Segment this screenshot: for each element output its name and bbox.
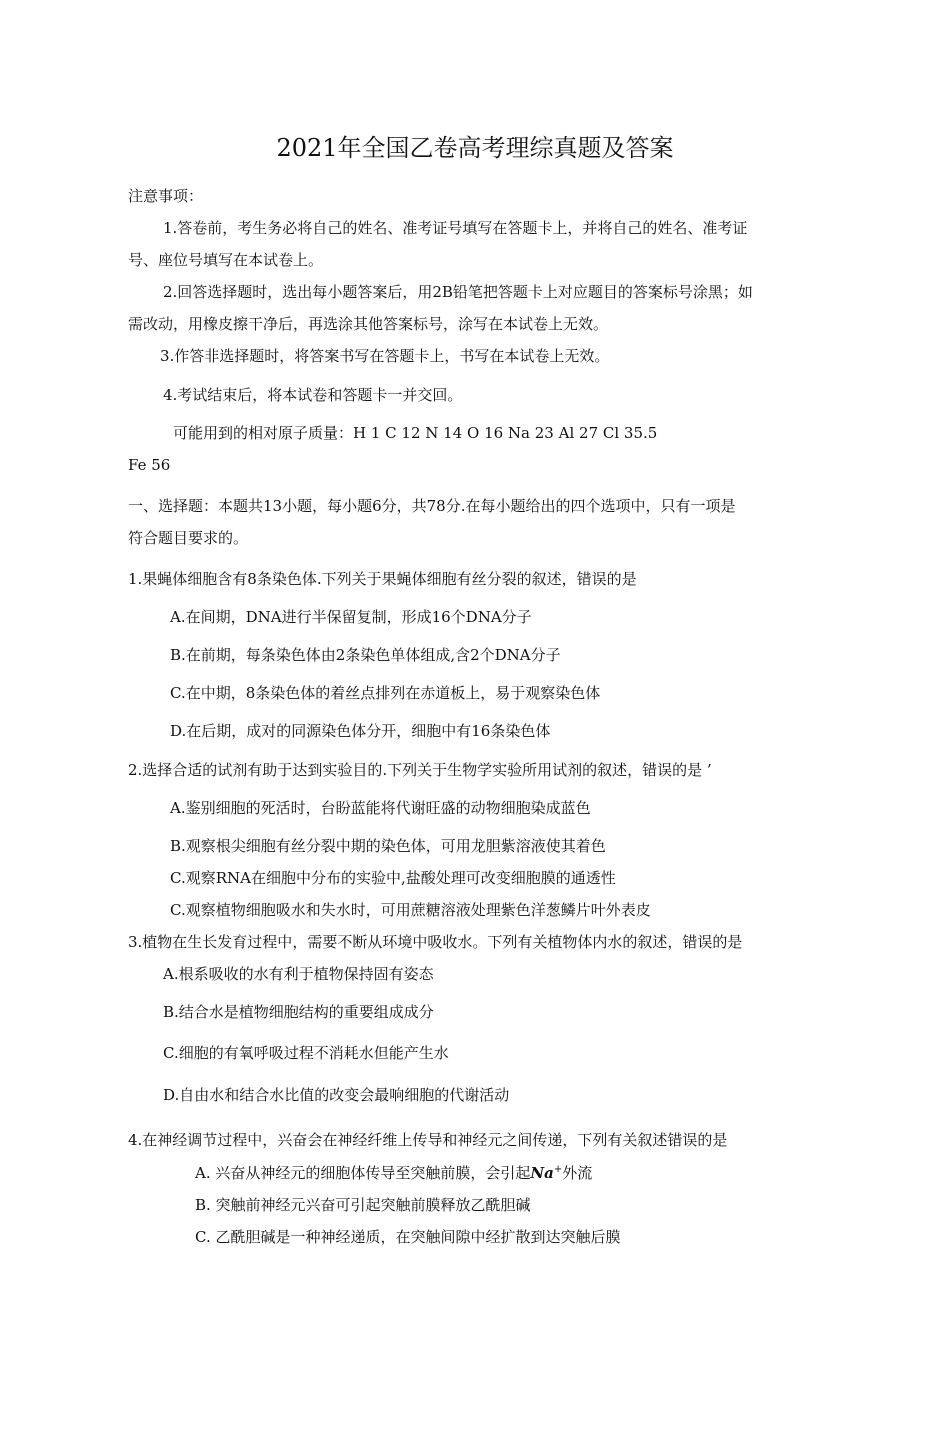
question-1-option-b: B.在前期，每条染色体由2条染色单体组成,含2个DNA分子 [170,646,561,664]
notice-item-2-line-2: 需改动，用橡皮擦干净后，再选涂其他答案标号，涂写在本试卷上无效。 [128,315,609,333]
section-1-heading-line-2: 符合题目要求的。 [128,529,249,547]
question-4-stem: 4.在神经调节过程中，兴奋会在神经纤维上传导和神经元之间传递，下列有关叙述错误的是 [128,1131,728,1149]
section-1-heading-line-1: 一、选择题：本题共13小题，每小题6分，共78分.在每小题给出的四个选项中，只有一项是 [128,497,736,515]
sodium-ion-symbol: Na [530,1164,554,1182]
notice-item-1-line-2: 号、座位号填写在本试卷上。 [128,251,324,269]
ion-charge: + [553,1164,563,1175]
question-4-option-b: B. 突触前神经元兴奋可引起突触前膜释放乙酰胆碱 [195,1196,531,1214]
question-1-option-d: D.在后期，成对的同源染色体分开，细胞中有16条染色体 [170,722,551,740]
notice-item-2-line-1: 2.回答选择题时，选出每小题答案后，用2B铅笔把答题卡上对应题目的答案标号涂黑；如 [163,283,753,301]
question-2-option-a: A.鉴别细胞的死活时，台盼蓝能将代谢旺盛的动物细胞染成蓝色 [170,799,591,817]
question-4-option-a-suffix: 外流 [562,1164,593,1182]
atomic-masses-line-2: Fe 56 [128,456,171,474]
question-4-option-a-text: A. 兴奋从神经元的细胞体传导至突触前膜，会引起 [195,1164,531,1182]
question-1-option-a: A.在间期，DNA进行半保留复制，形成16个DNA分子 [170,608,532,626]
page-title: 2021年全国乙卷高考理综真题及答案 [276,134,674,162]
question-2-option-b: B.观察根尖细胞有丝分裂中期的染色体，可用龙胆紫溶液使其着色 [170,837,606,855]
notice-item-4: 4.考试结束后，将本试卷和答题卡一并交回。 [163,386,463,404]
question-1-option-c: C.在中期，8条染色体的着丝点排列在赤道板上，易于观察染色体 [170,684,601,702]
question-3-option-d: D.自由水和结合水比值的改变会最响细胞的代谢活动 [163,1086,510,1104]
atomic-masses-line-1: 可能用到的相对原子质量：H 1 C 12 N 14 O 16 Na 23 Al 27 Cl 35.5 [173,424,658,442]
question-3-option-c: C.细胞的有氧呼吸过程不消耗水但能产生水 [163,1044,449,1062]
question-4-option-a [195,1163,592,1183]
question-1-stem: 1.果蝇体细胞含有8条染色体.下列关于果蝇体细胞有丝分裂的叙述，错误的是 [128,570,637,588]
question-2-stem: 2.选择合适的试剂有助于达到实验目的.下列关于生物学实验所用试剂的叙述，错误的是 ’ [128,761,712,779]
notice-item-3: 3.作答非选择题时，将答案书写在答题卡上，书写在本试卷上无效。 [160,347,610,365]
question-3-option-a: A.根系吸收的水有利于植物保持固有姿态 [163,965,434,983]
question-4-option-c: C. 乙酰胆碱是一种神经递质，在突触间隙中经扩散到达突触后膜 [195,1228,621,1246]
question-2-option-d: C.观察植物细胞吸水和失水时，可用蔗糖溶液处理紫色洋葱鳞片叶外表皮 [170,901,651,919]
notice-item-1-line-1: 1.答卷前，考生务必将自己的姓名、准考证号填写在答题卡上，并将自己的姓名、准考证 [163,219,748,237]
notice-heading: 注意事项： [128,187,204,205]
question-3-stem: 3.植物在生长发育过程中，需要不断从环境中吸收水。下列有关植物体内水的叙述，错误的是 [128,933,743,951]
question-3-option-b: B.结合水是植物细胞结构的重要组成成分 [163,1003,434,1021]
question-2-option-c: C.观察RNA在细胞中分布的实验中,盐酸处理可改变细胞膜的通透性 [170,869,616,887]
